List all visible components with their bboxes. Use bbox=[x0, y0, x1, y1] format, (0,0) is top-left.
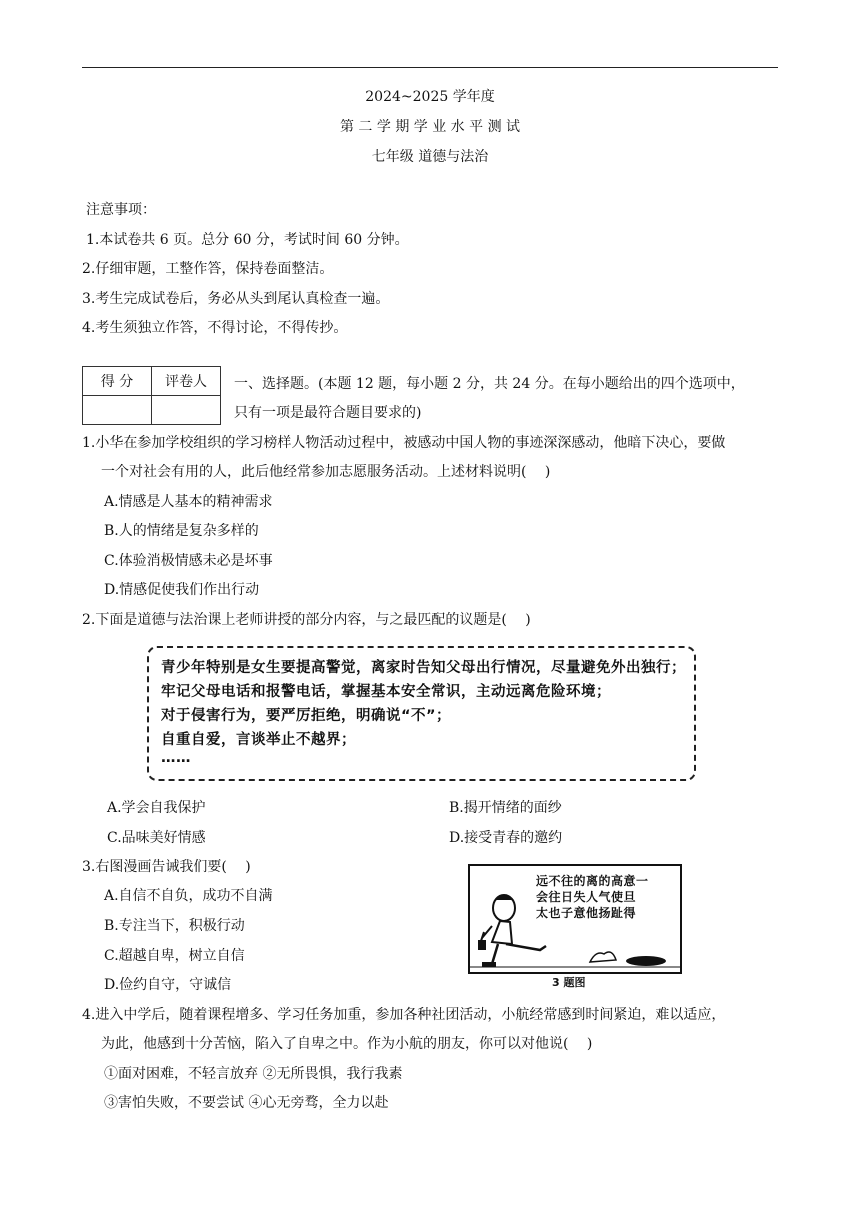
note-item: 3.考生完成试卷后，务必从头到尾认真检查一遍。 bbox=[82, 291, 390, 307]
q3-option-c[interactable]: C.超越自卑，树立自信 bbox=[104, 948, 245, 964]
q2-option-b[interactable]: B.揭开情绪的面纱 bbox=[449, 800, 562, 816]
q1-stem: 1.小华在参加学校组织的学习榜样人物活动过程中，被感动中国人物的事迹深深感动，他暗下决心，要做 bbox=[82, 435, 726, 451]
q4-stem: 4.进入中学后，随着课程增多、学习任务加重，参加各种社团活动，小航经常感到时间紧迫，难以适应， bbox=[82, 1007, 726, 1023]
notes-title: 注意事项： bbox=[86, 202, 156, 218]
section-heading: 一、选择题。(本题 12 题，每小题 2 分，共 24 分。在每小题给出的四个选项中， bbox=[234, 376, 745, 392]
grader-header: 评卷人 bbox=[152, 367, 221, 396]
q2-material-line: 青少年特别是女生要提高警觉，离家时告知父母出行情况，尽量避免外出独行； bbox=[161, 660, 686, 676]
score-header: 得 分 bbox=[83, 367, 152, 396]
q1-option-d[interactable]: D.情感促使我们作出行动 bbox=[104, 582, 260, 598]
q2-material-line: …… bbox=[161, 750, 191, 766]
q1-option-c[interactable]: C.体验消极情感未必是坏事 bbox=[104, 553, 273, 569]
q3-option-b[interactable]: B.专注当下，积极行动 bbox=[104, 918, 245, 934]
note-item: 2.仔细审题，工整作答，保持卷面整洁。 bbox=[82, 261, 334, 277]
q2-option-c[interactable]: C.品味美好情感 bbox=[107, 830, 206, 846]
cartoon-text-line: 太也子意他扬趾得 bbox=[536, 906, 637, 920]
section-heading-cont: 只有一项是最符合题目要求的) bbox=[234, 405, 422, 421]
header-rule bbox=[82, 67, 778, 68]
note-item: 4.考生须独立作答，不得讨论，不得传抄。 bbox=[82, 320, 348, 336]
q4-statements: ③害怕失败，不要尝试 ④心无旁骛，全力以赴 bbox=[104, 1095, 389, 1111]
q2-option-d[interactable]: D.接受青春的邀约 bbox=[449, 830, 563, 846]
q1-option-a[interactable]: A.情感是人基本的精神需求 bbox=[104, 494, 273, 510]
grader-cell[interactable] bbox=[152, 396, 221, 425]
subject-title: 七年级 道德与法治 bbox=[371, 149, 489, 165]
q3-stem: 3.右图漫画告诫我们要( ) bbox=[82, 859, 251, 875]
cartoon-text-line: 会往日失人气使旦 bbox=[536, 890, 637, 904]
cartoon-caption: 3 题图 bbox=[552, 976, 586, 989]
q3-cartoon bbox=[468, 864, 682, 974]
score-table bbox=[82, 366, 221, 425]
q3-option-a[interactable]: A.自信不自负，成功不自满 bbox=[104, 888, 273, 904]
school-year: 2024~2025 学年度 bbox=[365, 89, 495, 105]
q4-stem-cont: 为此，他感到十分苦恼，陷入了自卑之中。作为小航的朋友，你可以对他说( ) bbox=[101, 1036, 593, 1052]
exam-title: 第 二 学 期 学 业 水 平 测 试 bbox=[339, 119, 521, 135]
q2-stem: 2.下面是道德与法治课上老师讲授的部分内容，与之最匹配的议题是( ) bbox=[82, 612, 531, 628]
q2-material-line: 自重自爱，言谈举止不越界； bbox=[161, 732, 356, 748]
q2-material-line: 牢记父母电话和报警电话，掌握基本安全常识，主动远离危险环境； bbox=[161, 684, 611, 700]
q3-option-d[interactable]: D.俭约自守，守诚信 bbox=[104, 977, 232, 993]
q4-statements: ①面对困难，不轻言放弃 ②无所畏惧，我行我素 bbox=[104, 1066, 403, 1082]
q1-stem-cont: 一个对社会有用的人，此后他经常参加志愿服务活动。上述材料说明( ) bbox=[101, 464, 551, 480]
q2-material-line: 对于侵害行为，要严厉拒绝，明确说“不”； bbox=[161, 708, 452, 724]
note-item: 1.本试卷共 6 页。总分 60 分，考试时间 60 分钟。 bbox=[86, 232, 409, 248]
score-cell[interactable] bbox=[83, 396, 152, 425]
q1-option-b[interactable]: B.人的情绪是复杂多样的 bbox=[104, 523, 259, 539]
q2-option-a[interactable]: A.学会自我保护 bbox=[107, 800, 206, 816]
cartoon-text-line: 远不往的离的高意一 bbox=[536, 874, 649, 888]
